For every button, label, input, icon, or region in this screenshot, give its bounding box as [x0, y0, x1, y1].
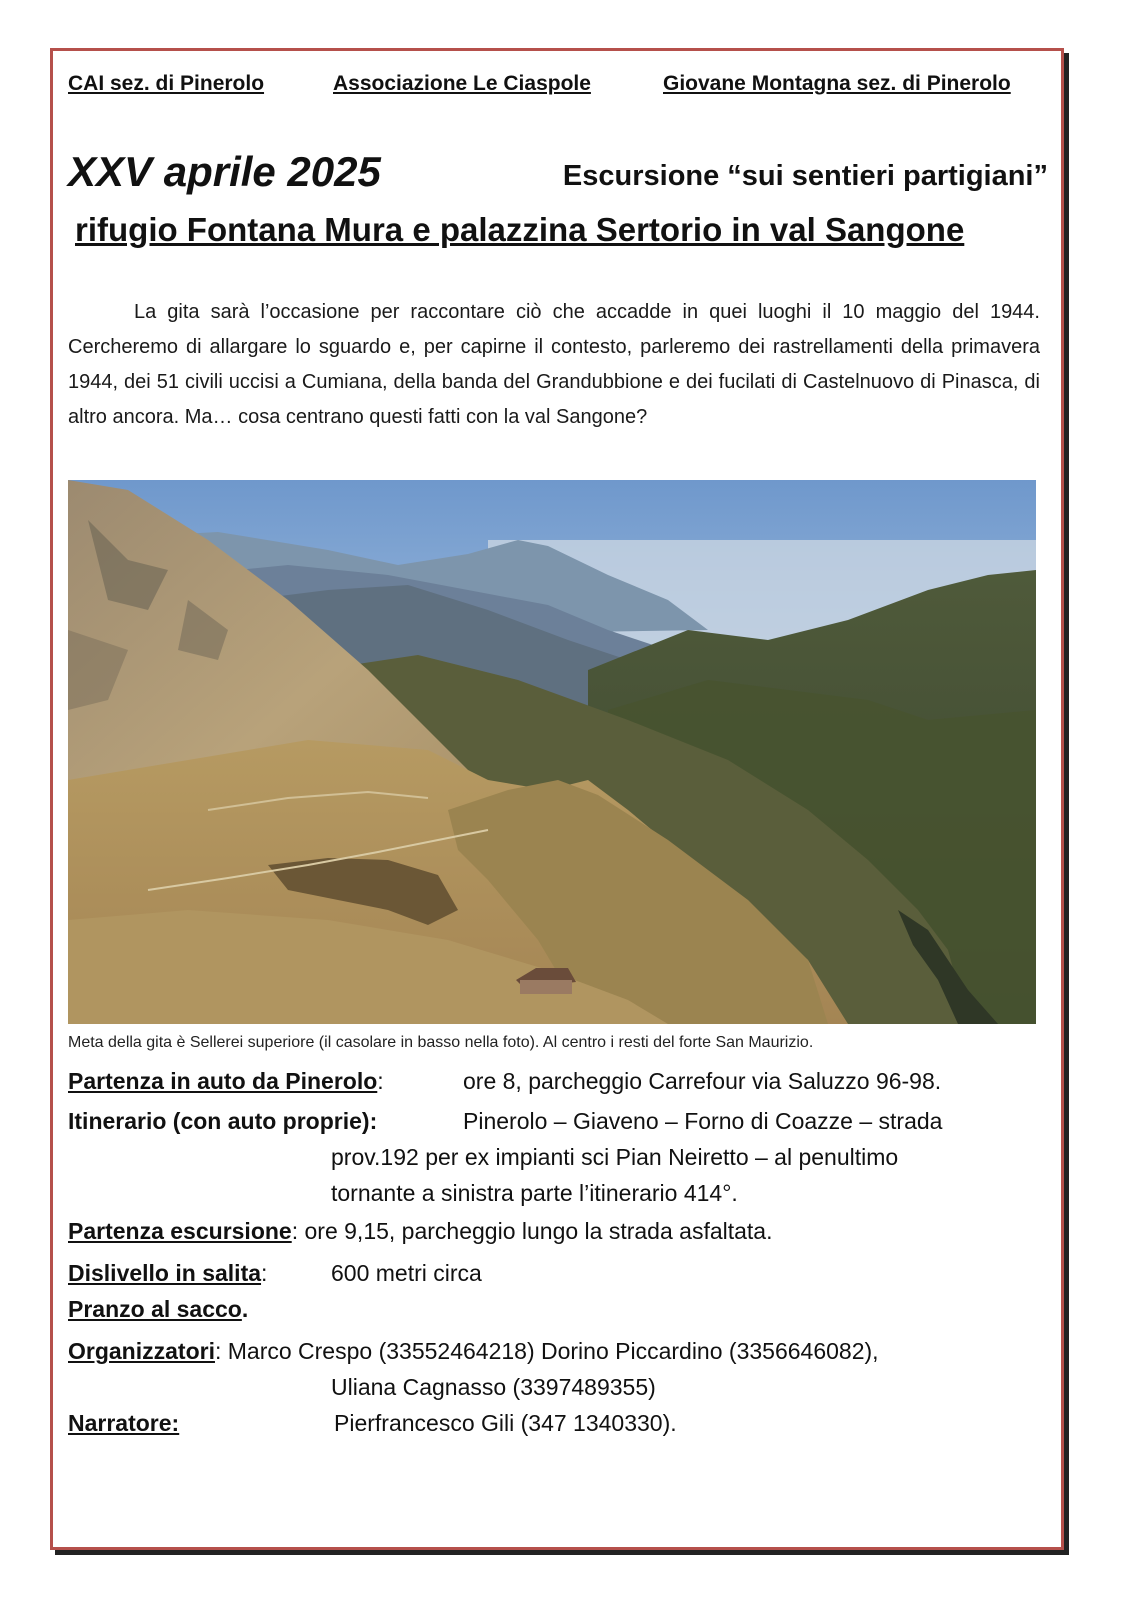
organizzatori-line2: Uliana Cagnasso (3397489355)	[331, 1374, 656, 1400]
dislivello-value: 600 metri circa	[331, 1260, 482, 1286]
detail-partenza-escursione	[68, 1218, 772, 1245]
dislivello-separator: :	[261, 1260, 268, 1286]
partenza-auto-separator: :	[377, 1068, 384, 1094]
intro-paragraph-block	[68, 295, 1040, 435]
pranzo-label: Pranzo al sacco	[68, 1296, 242, 1322]
mountain-photo	[68, 480, 1036, 1024]
organizzatori-line1: : Marco Crespo (33552464218) Dorino Piccardino (3356646082),	[214, 1338, 879, 1364]
itinerario-line3: tornante a sinistra parte l’itinerario 414°.	[331, 1180, 738, 1206]
partenza-escursione-value: : ore 9,15, parcheggio lungo la strada asfaltata.	[291, 1218, 773, 1244]
narratore-label: Narratore:	[68, 1410, 180, 1436]
intro-paragraph: La gita sarà l’occasione per raccontare ciò che accadde in quei luoghi il 10 maggio del 1944. Cercheremo di allargare lo sguardo e, per capirne il contesto, parleremo dei rastrellamenti della primavera 1944, dei 51 civili uccisi a Cumiana, della banda del Grandubbione e dei fucilati di Castelnuovo di Pinasca, di altro ancora. Ma… cosa centrano questi fatti con la val Sangone?	[68, 301, 1040, 428]
title-destination: rifugio Fontana Mura e palazzina Sertorio in val Sangone	[75, 211, 965, 248]
detail-organizzatori	[68, 1338, 879, 1365]
itinerario-label	[68, 1108, 377, 1135]
detail-pranzo	[68, 1296, 248, 1323]
photo-caption: Meta della gita è Sellerei superiore (il casolare in basso nella foto). Al centro i resti del forte San Maurizio.	[68, 1034, 814, 1051]
header-org-ciaspole: Associazione Le Ciaspole	[333, 72, 591, 95]
dislivello-label: Dislivello in salita	[68, 1260, 262, 1286]
partenza-auto-value: ore 8, parcheggio Carrefour via Saluzzo 96-98.	[463, 1068, 942, 1094]
header-org-cai: CAI sez. di Pinerolo	[68, 72, 265, 95]
itinerario-line2: prov.192 per ex impianti sci Pian Neiretto – al penultimo	[331, 1144, 899, 1170]
itinerario-line1: Pinerolo – Giaveno – Forno di Coazze – strada	[463, 1108, 943, 1134]
detail-narratore	[68, 1410, 179, 1437]
header-org-giovane-montagna: Giovane Montagna sez. di Pinerolo	[663, 72, 1011, 95]
pranzo-dot: .	[241, 1296, 249, 1322]
title-subtitle: Escursione “sui sentieri partigiani”	[562, 160, 1048, 192]
itinerario-label-text: Itinerario (con auto proprie):	[68, 1108, 378, 1134]
title-date: XXV aprile 2025	[68, 148, 381, 195]
detail-dislivello	[68, 1260, 267, 1287]
partenza-escursione-label: Partenza escursione	[68, 1218, 292, 1244]
narratore-value: Pierfrancesco Gili (347 1340330).	[334, 1410, 677, 1436]
partenza-auto-label: Partenza in auto da Pinerolo	[68, 1068, 378, 1094]
detail-partenza-auto	[68, 1068, 384, 1095]
organizzatori-label: Organizzatori	[68, 1338, 215, 1364]
